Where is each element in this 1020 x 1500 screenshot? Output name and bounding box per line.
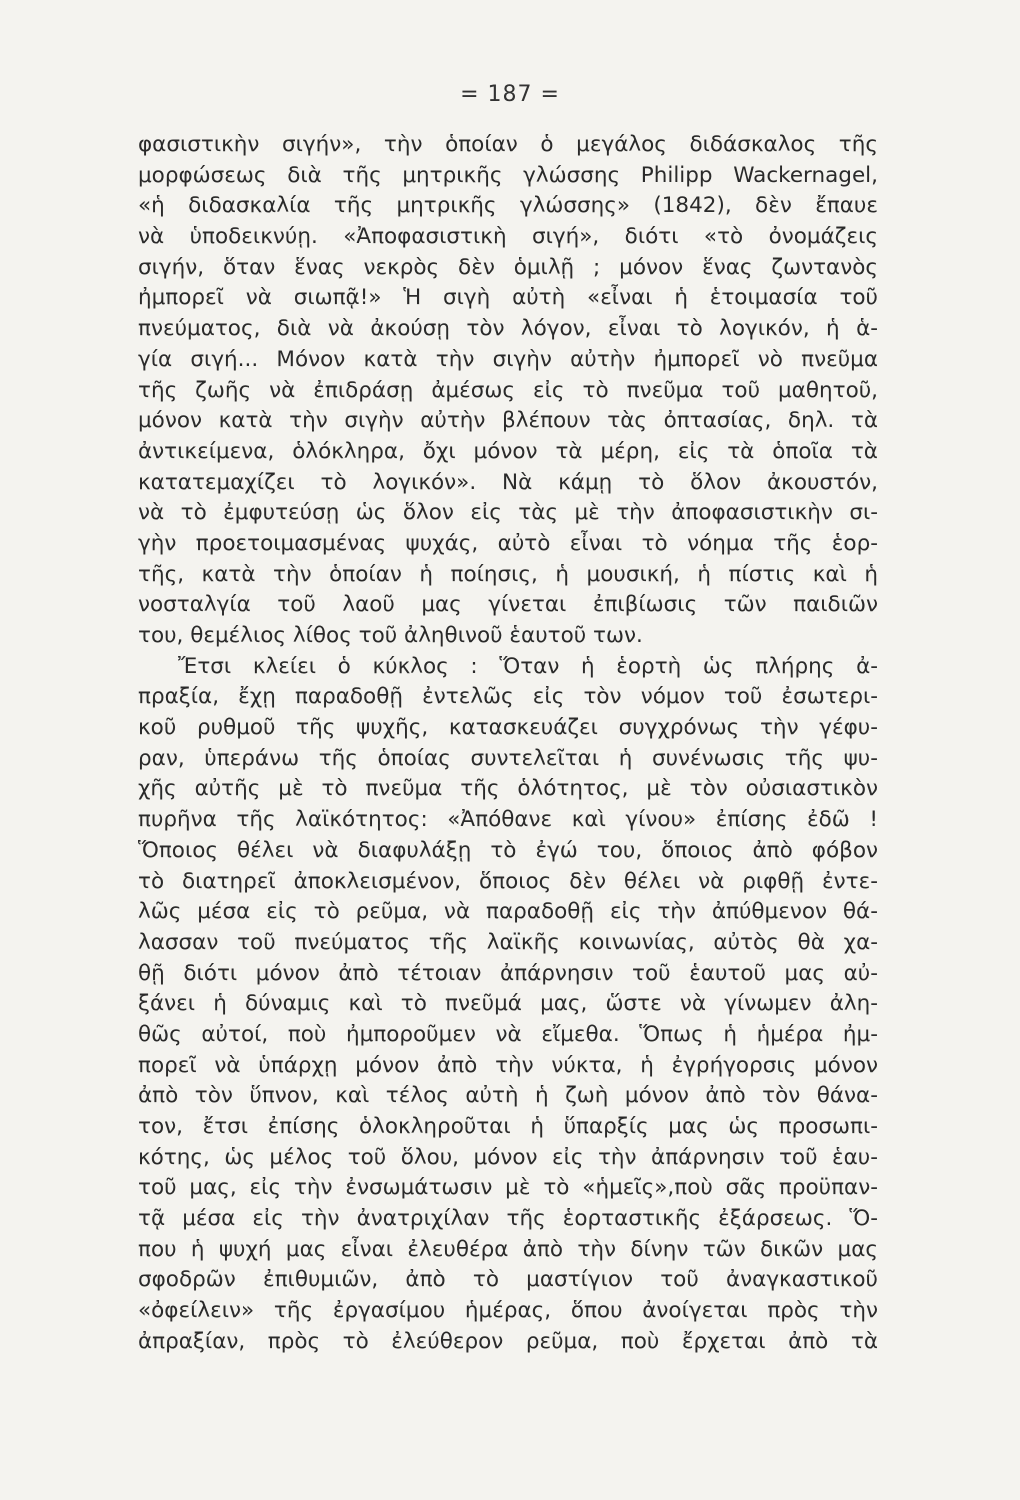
text-line: τῆς, κατὰ τὴν ὁποίαν ἡ ποίησις, ἡ μουσική, ἡ πίστις καὶ ἡ [138,561,878,587]
text-line: μόνον κατὰ τὴν σιγὴν αὐτὴν βλέπουν τὰς ὀπτασίας, δηλ. τὰ [138,408,878,434]
text-line: λῶς μέσα εἰς τὸ ρεῦμα, νὰ παραδοθῇ εἰς τὴν ἀπύθμενον θά- [138,899,878,925]
text-line: νὰ τὸ ἐμφυτεύσῃ ὡς ὅλον εἰς τὰς μὲ τὴν ἀποφασιστικὴν σι- [138,500,878,526]
text-line: ἠμπορεῖ νὰ σιωπᾷ!» Ἡ σιγὴ αὐτὴ «εἶναι ἡ ἑτοιμασία τοῦ [138,285,878,311]
text-line: τᾷ μέσα εἰς τὴν ἀνατριχίλαν τῆς ἑορταστικῆς ἐξάρσεως. Ὅ- [138,1206,878,1232]
page-number: = 187 = [460,82,560,107]
text-line: κοῦ ρυθμοῦ τῆς ψυχῆς, κατασκευάζει συγχρόνως τὴν γέφυ- [138,715,878,741]
text-line: κατατεμαχίζει τὸ λογικόν». Νὰ κάμῃ τὸ ὅλον ἀκουστόν, [138,469,878,495]
text-line: φασιστικὴν σιγήν», τὴν ὁποίαν ὁ μεγάλος διδάσκαλος τῆς [138,132,878,157]
text-line: τῆς ζωῆς νὰ ἐπιδράσῃ ἀμέσως εἰς τὸ πνεῦμα τοῦ μαθητοῦ, [138,377,878,403]
text-line: Ἔτσι κλείει ὁ κύκλος : Ὅταν ἡ ἑορτὴ ὡς πλήρης ἀ- [178,653,878,679]
text-line: τον, ἔτσι ἐπίσης ὁλοκληροῦται ἡ ὕπαρξίς μας ὡς προσωπι- [138,1114,878,1139]
text-line: σιγήν, ὅταν ἕνας νεκρὸς δὲν ὁμιλῇ ; μόνον ἕνας ζωντανὸς [138,254,878,280]
text-line: μορφώσεως διὰ τῆς μητρικῆς γλώσσης Philipp Wackernagel, [138,162,878,188]
text-line: πυρῆνα τῆς λαϊκότητος: «Ἀπόθανε καὶ γίνου» ἐπίσης ἐδῶ ! [138,807,878,833]
text-line: ἀπὸ τὸν ὕπνον, καὶ τέλος αὐτὴ ἡ ζωὴ μόνον ἀπὸ τὸν θάνα- [138,1083,878,1109]
text-line: τὸ διατηρεῖ ἀποκλεισμένον, ὅποιος δὲν θέλει νὰ ριφθῇ ἐντε- [138,868,878,894]
text-line: ραν, ὑπεράνω τῆς ὁποίας συντελεῖται ἡ συνένωσις τῆς ψυ- [138,745,878,771]
text-line: «ὀφείλειν» τῆς ἐργασίμου ἡμέρας, ὅπου ἀνοίγεται πρὸς τὴν [138,1298,878,1324]
text-line: λασσαν τοῦ πνεύματος τῆς λαϊκῆς κοινωνίας, αὐτὸς θὰ χα- [138,929,878,955]
text-line: ξάνει ἡ δύναμις καὶ τὸ πνεῦμά μας, ὥστε νὰ γίνωμεν ἀλη- [138,991,878,1017]
text-line: που ἡ ψυχή μας εἶναι ἐλευθέρα ἀπὸ τὴν δίνην τῶν δικῶν μας [138,1236,878,1262]
text-line: γὴν προετοιμασμένας ψυχάς, αὐτὸ εἶναι τὸ νόημα τῆς ἑορ- [138,530,878,556]
text-line: θῇ διότι μόνον ἀπὸ τέτοιαν ἀπάρνησιν τοῦ ἑαυτοῦ μας αὐ- [138,960,878,986]
text-line: θῶς αὐτοί, ποὺ ἠμποροῦμεν νὰ εἴμεθα. Ὅπως ἡ ἡμέρα ἠμ- [138,1021,878,1047]
text-line: νὰ ὑποδεικνύῃ. «Ἀποφασιστικὴ σιγή», διότι «τὸ ὀνομάζεις [138,224,878,250]
body-text [138,130,878,1358]
text-line: πορεῖ νὰ ὑπάρχῃ μόνον ἀπὸ τὴν νύκτα, ἡ ἐγρήγορσις μόνον [138,1052,878,1078]
text-line: νοσταλγία τοῦ λαοῦ μας γίνεται ἐπιβίωσις τῶν παιδιῶν [138,592,878,618]
text-line: χῆς αὐτῆς μὲ τὸ πνεῦμα τῆς ὁλότητος, μὲ τὸν οὐσιαστικὸν [138,776,878,802]
text-line: πνεύματος, διὰ νὰ ἀκούσῃ τὸν λόγον, εἶναι τὸ λογικόν, ἡ ἁ- [138,316,878,342]
text-line: κότης, ὡς μέλος τοῦ ὅλου, μόνον εἰς τὴν ἀπάρνησιν τοῦ ἑαυ- [138,1144,878,1170]
text-line: τοῦ μας, εἰς τὴν ἐνσωμάτωσιν μὲ τὸ «ἡμεῖς»,ποὺ σᾶς προϋπαν- [138,1175,878,1201]
text-line: ἀπραξίαν, πρὸς τὸ ἐλεύθερον ρεῦμα, ποὺ ἔρχεται ἀπὸ τὰ [138,1328,878,1354]
text-line: του, θεμέλιος λίθος τοῦ ἀληθινοῦ ἑαυτοῦ των. [138,623,643,648]
text-line: ἀντικείμενα, ὁλόκληρα, ὄχι μόνον τὰ μέρη, εἰς τὰ ὁποῖα τὰ [138,438,878,464]
text-line: Ὅποιος θέλει νὰ διαφυλάξῃ τὸ ἐγώ του, ὅποιος ἀπὸ φόβον [138,837,878,863]
text-line: πραξία, ἔχῃ παραδοθῇ ἐντελῶς εἰς τὸν νόμον τοῦ ἐσωτερι- [138,684,878,710]
text-line: γία σιγή... Μόνον κατὰ τὴν σιγὴν αὐτὴν ἠμπορεῖ νὸ πνεῦμα [138,346,878,372]
text-line: «ἡ διδασκαλία τῆς μητρικῆς γλώσσης» (1842), δὲν ἔπαυε [138,193,878,219]
text-line: σφοδρῶν ἐπιθυμιῶν, ἀπὸ τὸ μαστίγιον τοῦ ἀναγκαστικοῦ [138,1267,878,1293]
